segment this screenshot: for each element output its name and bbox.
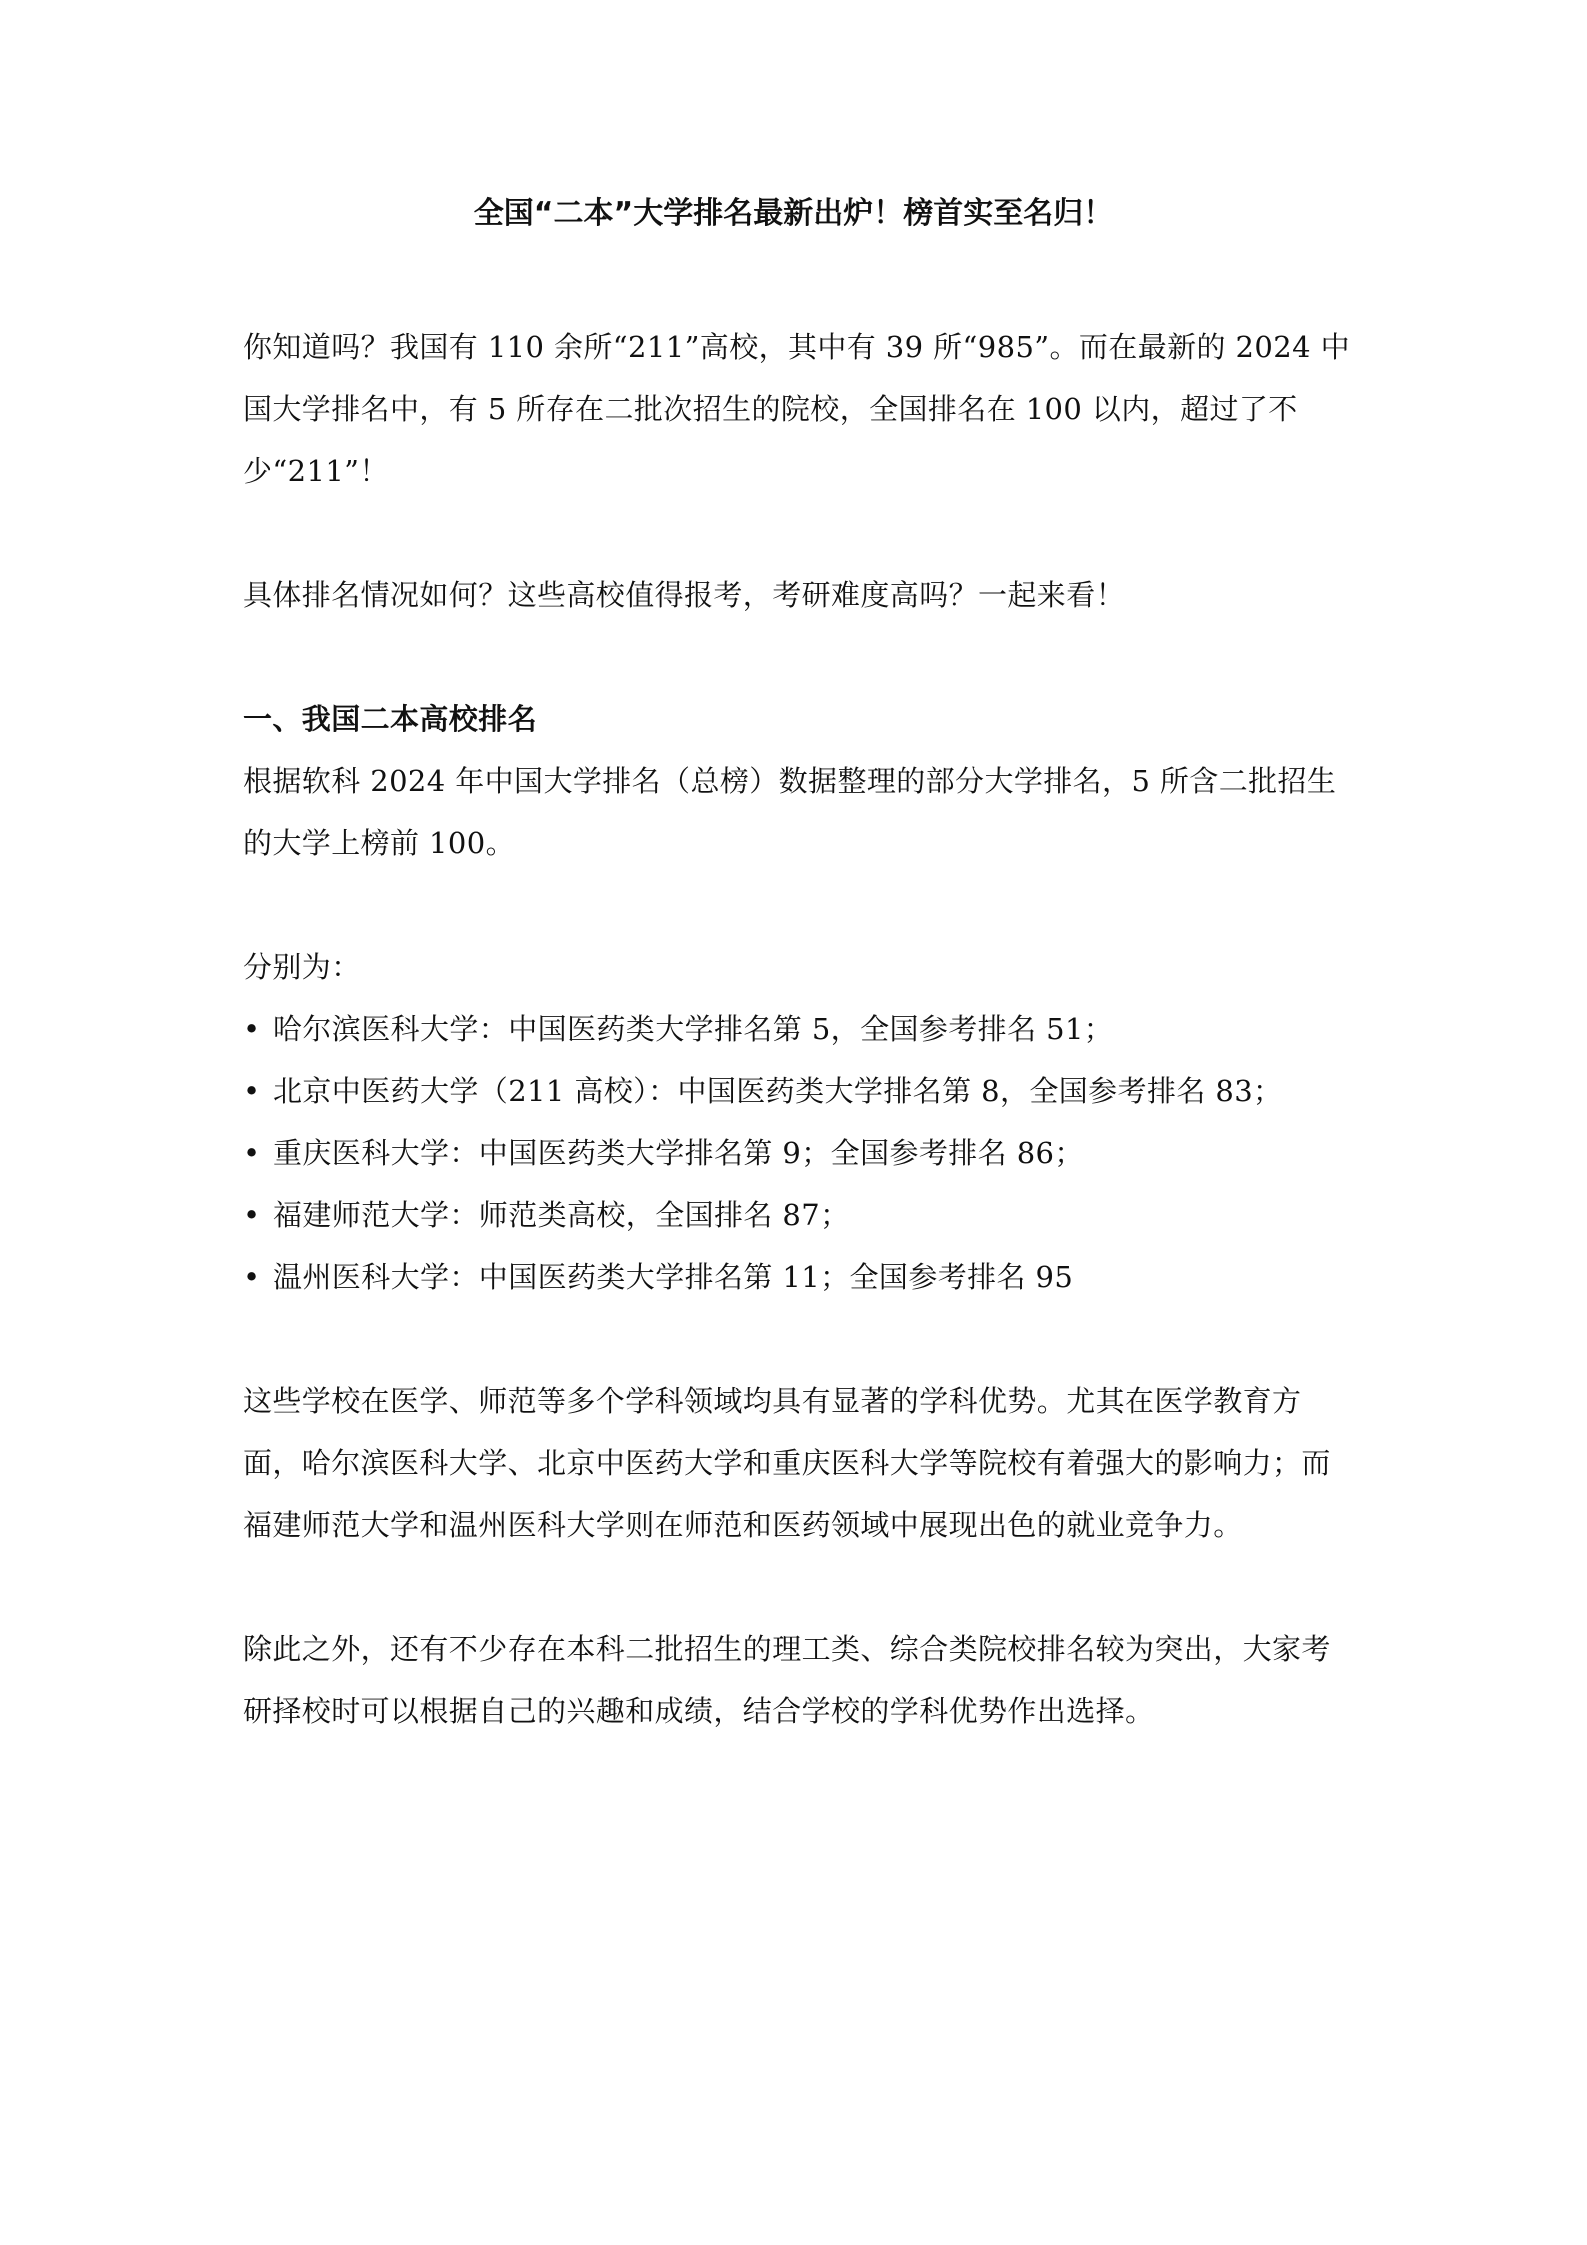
document-title: 全国“二本”大学排名最新出炉！榜首实至名归！ [473, 196, 1114, 231]
list-item-text: 重庆医科大学：中国医药类大学排名第 9；全国参考排名 86； [273, 1136, 1084, 1170]
bullet-icon: • [243, 1136, 261, 1170]
bullet-icon: • [243, 1198, 261, 1232]
list-item-text: 北京中医药大学（211 高校）：中国医药类大学排名第 8，全国参考排名 83； [273, 1074, 1283, 1108]
list-item [243, 1122, 1353, 1184]
section-paragraph: 根据软科 2024 年中国大学排名（总榜）数据整理的部分大学排名，5 所含二批招生的大学上榜前 100。 [243, 764, 1337, 860]
list-item [243, 1060, 1353, 1122]
bullet-icon: • [243, 1012, 261, 1046]
spacer [243, 1308, 1353, 1370]
document-body [243, 316, 1353, 1742]
section-heading: 一、我国二本高校排名 [243, 702, 538, 736]
bullet-icon: • [243, 1260, 261, 1294]
spacer [243, 626, 1353, 688]
list-item [243, 1184, 1353, 1246]
bullet-icon: • [243, 1074, 261, 1108]
spacer [243, 502, 1353, 564]
list-item [243, 1246, 1353, 1308]
list-intro: 分别为： [243, 950, 361, 984]
advantage-paragraph: 这些学校在医学、师范等多个学科领域均具有显著的学科优势。尤其在医学教育方面，哈尔滨医科大学、北京中医药大学和重庆医科大学等院校有着强大的影响力；而福建师范大学和温州医科大学则在师范和医药领域中展现出色的就业竞争力。 [243, 1384, 1331, 1542]
list-item-text: 哈尔滨医科大学：中国医药类大学排名第 5，全国参考排名 51； [273, 1012, 1114, 1046]
list-item-text: 温州医科大学：中国医药类大学排名第 11；全国参考排名 95 [273, 1260, 1074, 1294]
spacer [243, 874, 1353, 936]
list-item-text: 福建师范大学：师范类高校，全国排名 87； [273, 1198, 850, 1232]
conclusion-paragraph: 除此之外，还有不少存在本科二批招生的理工类、综合类院校排名较为突出，大家考研择校时可以根据自己的兴趣和成绩，结合学校的学科优势作出选择。 [243, 1632, 1331, 1728]
university-list [243, 998, 1353, 1308]
question-paragraph: 具体排名情况如何？这些高校值得报考，考研难度高吗？一起来看！ [243, 578, 1126, 612]
list-item [243, 998, 1353, 1060]
spacer [243, 1556, 1353, 1618]
intro-paragraph: 你知道吗？我国有 110 余所“211”高校，其中有 39 所“985”。而在最新的 2024 中国大学排名中，有 5 所存在二批次招生的院校，全国排名在 100 以内，超过了不少“211”！ [243, 330, 1350, 488]
